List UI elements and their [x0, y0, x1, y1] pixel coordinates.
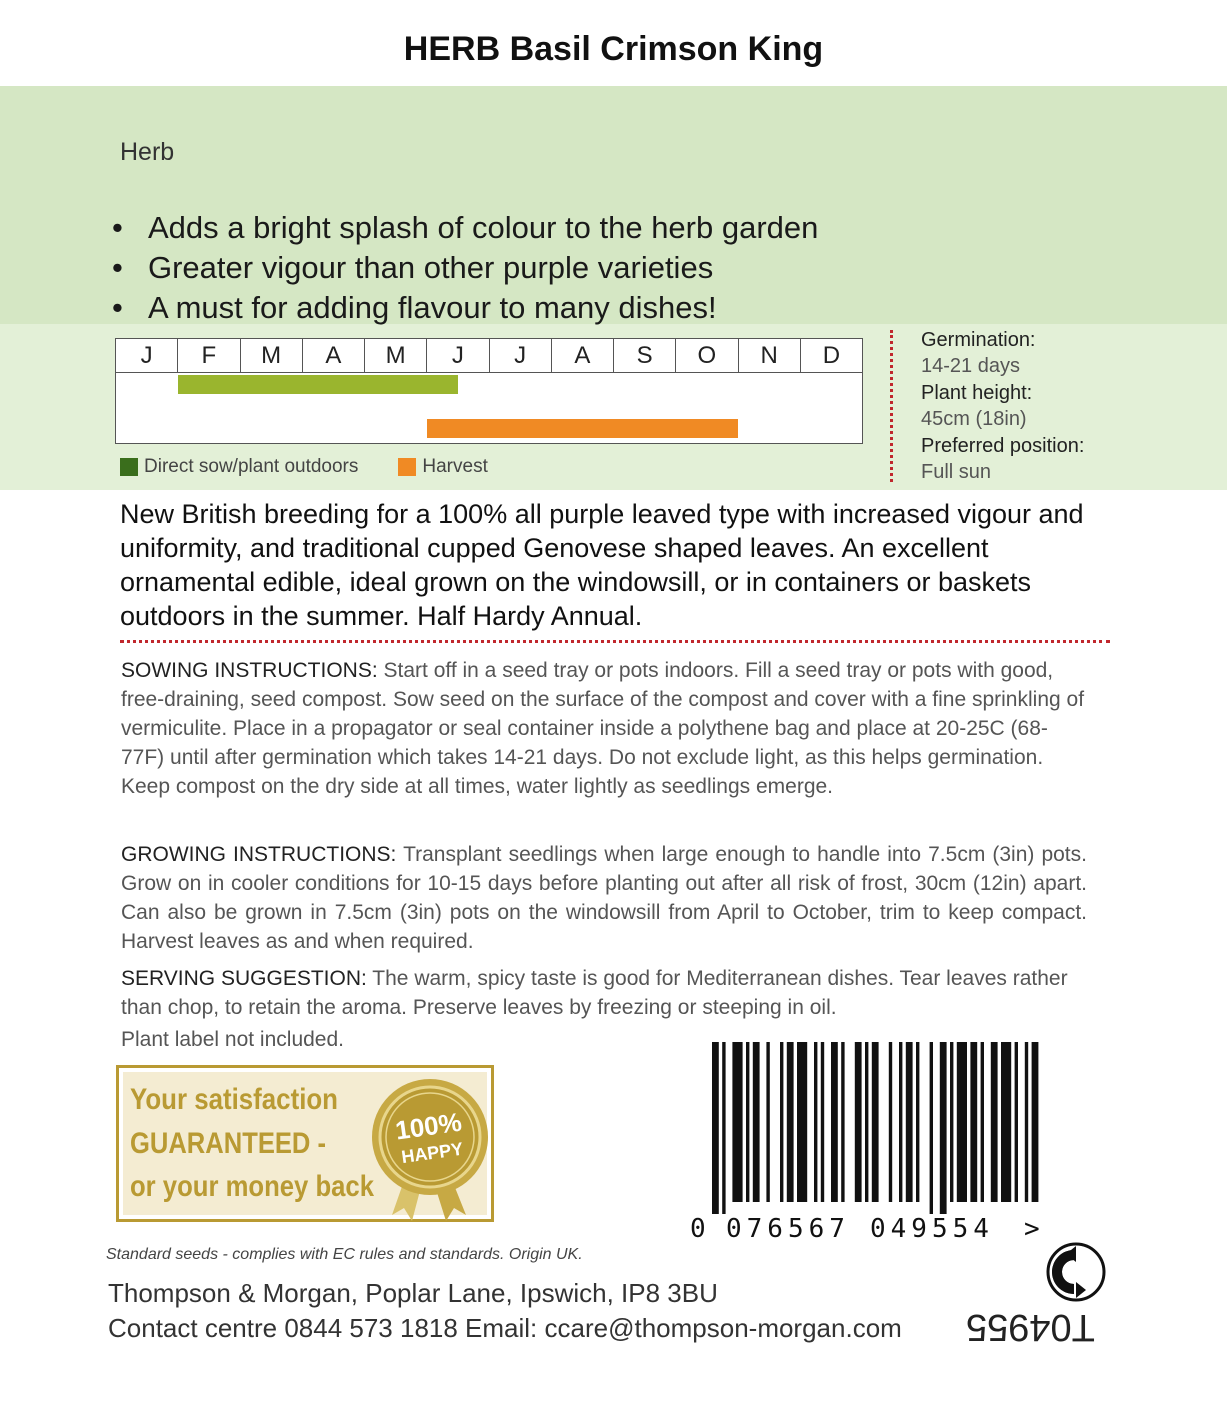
- barcode-digits-right: 049554: [870, 1214, 994, 1240]
- barcode-bar: [991, 1042, 998, 1202]
- guarantee-line1: Your satisfaction: [130, 1083, 338, 1116]
- barcode-bar: [722, 1042, 725, 1214]
- feature-item: • Greater vigour than other purple varieties: [112, 250, 714, 285]
- height-label: Plant height:: [921, 382, 1033, 404]
- green-dot-recycle-icon: [1046, 1242, 1106, 1302]
- sowing-calendar: [115, 338, 863, 444]
- guarantee-line3: or your money back: [130, 1170, 375, 1203]
- barcode-bar: [780, 1042, 783, 1202]
- barcode-bar: [1025, 1042, 1028, 1202]
- barcode-bars: [712, 1042, 1038, 1214]
- barcode-bar: [970, 1042, 977, 1202]
- barcode-bar: [787, 1042, 794, 1202]
- seal-line1: 100%: [393, 1106, 464, 1146]
- barcode-bar: [712, 1042, 719, 1214]
- month-may: M: [365, 339, 427, 372]
- feature-item: • A must for adding flavour to many dishes!: [112, 290, 717, 325]
- harvest-period-bar: [427, 419, 738, 438]
- sow-swatch: [120, 458, 138, 476]
- sowing-text: Start off in a seed tray or pots indoors. Fill a seed tray or pots with good, free-draining, seed compost. Sow seed on the surface of the compost and cover with a fine sprinkling of vermiculite. Place in a propagator or seal container inside a polythene bag and place at 20-25C (68-77F) until after germination which takes 14-21 days. Do not exclude light, as this helps germination. Keep compost on the dry side at all times, water lightly as seedlings emerge.: [121, 659, 1085, 798]
- barcode-digit-left: 0: [690, 1214, 706, 1240]
- divider: [890, 330, 893, 482]
- month-apr: A: [303, 339, 365, 372]
- sowing-instructions: [121, 656, 1087, 801]
- barcode-bar: [906, 1042, 913, 1202]
- barcode-bar: [940, 1042, 947, 1214]
- barcode-bar: [950, 1042, 953, 1202]
- page-title: HERB Basil Crimson King: [403, 30, 824, 68]
- sow-period-bar: [178, 375, 458, 394]
- month-sep: S: [614, 339, 676, 372]
- barcode-bar: [916, 1042, 919, 1202]
- month-jan: J: [116, 339, 178, 372]
- month-jul: J: [490, 339, 552, 372]
- barcode-bar: [855, 1042, 862, 1202]
- seal-line2: HAPPY: [400, 1138, 465, 1168]
- barcode-bar: [872, 1042, 879, 1202]
- barcode-bar: [797, 1042, 807, 1202]
- germination-label: Germination:: [921, 329, 1036, 351]
- feature-item: • Adds a bright splash of colour to the herb garden: [112, 210, 819, 245]
- feature-list: [112, 208, 818, 328]
- serving-heading: SERVING SUGGESTION:: [121, 967, 367, 990]
- barcode-bar: [732, 1042, 742, 1202]
- barcode: [690, 1040, 1050, 1240]
- barcode-bar: [981, 1042, 984, 1202]
- barcode-arrow: >: [1024, 1214, 1040, 1240]
- divider: [120, 640, 1110, 643]
- plant-info: [921, 327, 1221, 486]
- barcode-bar: [865, 1042, 868, 1202]
- month-mar: M: [241, 339, 303, 372]
- barcode-bar: [831, 1042, 838, 1202]
- barcode-bar: [1001, 1042, 1011, 1202]
- position-label: Preferred position:: [921, 435, 1085, 457]
- month-aug: A: [552, 339, 614, 372]
- guarantee-badge: [116, 1065, 494, 1222]
- description: New British breeding for a 100% all purple leaved type with increased vigour and uniformity, and traditional cupped Genovese shaped leaves. An excellent ornamental edible, ideal grown on the windowsill, or in containers or baskets outdoors in the summer. Half Hardy Annual.: [120, 499, 1084, 631]
- growing-heading: GROWING INSTRUCTIONS:: [121, 843, 397, 866]
- calendar-months: [116, 339, 862, 373]
- harvest-swatch: [398, 458, 416, 476]
- barcode-bar: [899, 1042, 902, 1202]
- germination-value: 14-21 days: [921, 355, 1020, 377]
- barcode-bar: [957, 1042, 967, 1202]
- barcode-bar: [753, 1042, 760, 1202]
- barcode-bar: [841, 1042, 844, 1202]
- growing-text: Transplant seedlings when large enough to handle into 7.5cm (3in) pots. Grow on in cooler conditions for 10-15 days before planting out after all risk of frost, 30cm (12in) apart. Can also be grown in 7.5cm (3in) pots on the windowsill from April to October, trim to keep compact. Harvest leaves as and when required.: [121, 843, 1087, 953]
- barcode-digits-mid: 076567: [726, 1214, 850, 1240]
- month-jun: J: [427, 339, 489, 372]
- barcode-bar: [814, 1042, 817, 1202]
- barcode-bar: [766, 1042, 769, 1202]
- company-address: Thompson & Morgan, Poplar Lane, Ipswich, IP8 3BU: [108, 1278, 718, 1308]
- barcode-bar: [746, 1042, 749, 1202]
- category-label: Herb: [120, 138, 175, 166]
- position-value: Full sun: [921, 461, 992, 483]
- height-value: 45cm (18in): [921, 408, 1027, 430]
- standard-note: Standard seeds - complies with EC rules and standards. Origin UK.: [106, 1246, 583, 1263]
- barcode-bar: [930, 1042, 933, 1214]
- contact-info: Contact centre 0844 573 1818 Email: ccare@thompson-morgan.com: [108, 1313, 902, 1343]
- serving-text: The warm, spicy taste is good for Mediterranean dishes. Tear leaves rather than chop, to retain the aroma. Preserve leaves by freezing or steeping in oil.: [121, 967, 1068, 1019]
- growing-instructions: [121, 840, 1087, 956]
- legend-sow-label: Direct sow/plant outdoors: [144, 456, 359, 477]
- sowing-heading: SOWING INSTRUCTIONS:: [121, 659, 378, 682]
- barcode-bar: [889, 1042, 892, 1202]
- calendar-legend: [120, 456, 488, 478]
- legend-harvest-label: Harvest: [422, 456, 488, 477]
- label-note: Plant label not included.: [121, 1028, 344, 1051]
- barcode-bar: [1015, 1042, 1018, 1202]
- month-nov: N: [739, 339, 801, 372]
- guarantee-line2: GUARANTEED -: [130, 1127, 326, 1160]
- serving-suggestion: [121, 964, 1087, 1022]
- barcode-bar: [821, 1042, 824, 1202]
- month-dec: D: [822, 342, 841, 369]
- month-oct: O: [676, 339, 738, 372]
- product-code: T04955: [966, 1306, 1095, 1348]
- barcode-bar: [1032, 1042, 1039, 1202]
- month-feb: F: [178, 339, 240, 372]
